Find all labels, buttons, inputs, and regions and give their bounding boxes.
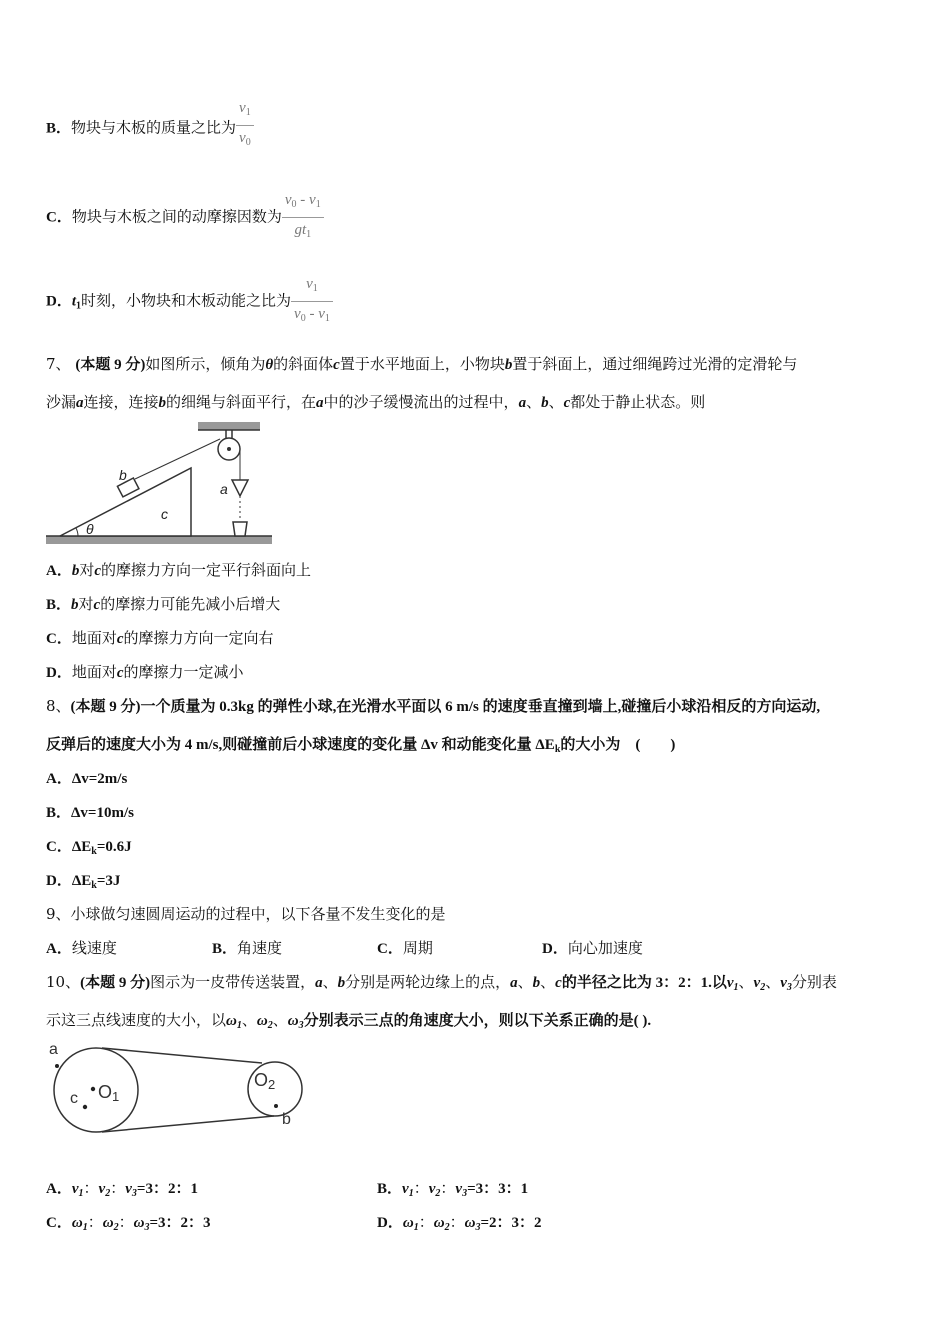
bucket-icon [233, 522, 247, 536]
ground [46, 536, 272, 544]
sand-funnel-a [232, 480, 248, 496]
q8-option-c: C．$\Delta E_k=0.6J$ [46, 839, 132, 857]
q7-option-c: C．地面对c的摩擦力方向一定向右 [46, 629, 274, 647]
q9-option-c: C．周期 [377, 939, 433, 957]
q10-stem-line1: 10、(本题 9 分)图示为一皮带传送装置，a、b分别是两轮边缘上的点，a、b、c的半径之比为 3：2：1.以$v_1$、$v_2$、$v_3$分别表 [46, 973, 837, 993]
label-c: c [70, 1090, 78, 1107]
prev-option-c: C．物块与木板之间的动摩擦因数为 $\frac{v_0 - v_1}{gt_1}$ [46, 190, 324, 245]
q9-option-a: A．线速度 [46, 939, 117, 957]
q7-incline-pulley-figure [40, 418, 280, 550]
q7-stem-line2: 沙漏a连接，连接b的细绳与斜面平行，在a中的沙子缓慢流出的过程中，a、b、c都处于静止状态。则 [46, 393, 706, 411]
q10-stem-line2: 示这三点线速度的大小，以$\omega_1$、$\omega_2$、$\omega_3$分别表示三点的角速度大小，则以下关系正确的是( ). [46, 1011, 652, 1031]
q7-option-b: B．b对c的摩擦力可能先减小后增大 [46, 595, 281, 613]
q9-option-d: D．向心加速度 [542, 939, 643, 957]
prev-option-d: D．$t_1$时刻，小物块和木板动能之比为 $\frac{v_1}{v_0 - v_1}$ [46, 274, 333, 329]
label-c: c [161, 506, 168, 522]
point-b [274, 1104, 278, 1108]
q8-stem-line2: 反弹后的速度大小为 4 m/s,则碰撞前后小球速度的变化量 Δv 和动能变化量 $\Delta E_k$的大小为 ( ) [46, 737, 676, 755]
fraction-friction-coefficient: $\frac{v_0 - v_1}{gt_1}$ [282, 190, 324, 245]
big-wheel [54, 1048, 138, 1132]
fraction-v1-over-v0: $\frac{v_1}{v_0}$ [236, 98, 254, 153]
label-a: a [49, 1041, 58, 1058]
q10-option-c: C．$\omega_1$：$\omega_2$：$\omega_3=3$：2：3 [46, 1213, 211, 1233]
q9-option-b: B．角速度 [212, 939, 283, 957]
q10-belt-drive-figure [40, 1036, 310, 1140]
q10-option-d: D．$\omega_1$：$\omega_2$：$\omega_3=2$：3：2 [377, 1213, 542, 1233]
point-c [83, 1105, 87, 1109]
q8-option-d: D．$\Delta E_k=3J$ [46, 873, 121, 891]
q8-option-a: A．Δv=2m/s [46, 771, 128, 787]
label-b: b [282, 1111, 291, 1128]
label-a: a [220, 481, 228, 497]
q8-option-b: B．Δv=10m/s [46, 805, 134, 821]
point-o1 [91, 1087, 95, 1091]
rope [135, 439, 220, 479]
q7-option-a: A．b对c的摩擦力方向一定平行斜面向上 [46, 561, 312, 579]
ceiling [198, 422, 260, 430]
q7-option-d: D．地面对c的摩擦力一定减小 [46, 663, 244, 681]
label-o1: O1 [98, 1082, 120, 1104]
label-theta: θ [86, 521, 94, 537]
q9-stem: 9、小球做匀速圆周运动的过程中，以下各量不发生变化的是 [46, 905, 446, 923]
label-o2: O2 [254, 1070, 276, 1092]
q8-stem-line1: 8、(本题 9 分)一个质量为 0.3kg 的弹性小球,在光滑水平面以 6 m/s 的速度垂直撞到墙上,碰撞后小球沿相反的方向运动, [46, 697, 821, 715]
prev-option-b: B．物块与木板的质量之比为 $\frac{v_1}{v_0}$ [46, 104, 254, 153]
q7-stem-line1: 7、 (本题 9 分)如图所示，倾角为θ的斜面体c置于水平地面上，小物块b置于斜面上，通过细绳跨过光滑的定滑轮与 [46, 355, 798, 373]
label-b: b [119, 467, 127, 483]
fraction-kinetic-ratio: $\frac{v_1}{v_0 - v_1}$ [291, 274, 333, 329]
q10-option-a: A．$v_1$：$v_2$：$v_3=3$：2：1 [46, 1179, 198, 1199]
point-a [55, 1064, 59, 1068]
q10-option-b: B．$v_1$：$v_2$：$v_3=3$：3：1 [377, 1179, 529, 1199]
